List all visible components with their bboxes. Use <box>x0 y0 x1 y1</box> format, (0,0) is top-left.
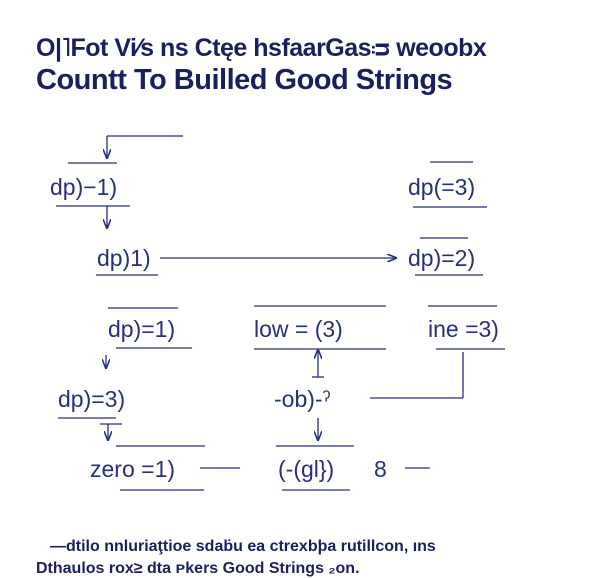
node-dp-eq-2: dp)=2) <box>408 245 476 271</box>
node-dp-eq-3: dp)=3) <box>58 386 126 412</box>
node-eight: 8 <box>374 456 387 482</box>
page-title: Countt To Builled Good Strings <box>36 64 453 96</box>
node-ine: ine =3) <box>428 316 499 342</box>
node-ob: -ob)-ˀ <box>274 386 331 412</box>
node-gl: (-(gl}) <box>278 456 335 482</box>
node-dp-minus-1: dp)−1) <box>50 174 118 200</box>
node-dp-eq-1: dp)=1) <box>108 316 176 342</box>
node-zero: zero =1) <box>90 456 176 482</box>
caption-line-2: Dthaulos rox≥ dta ᴘkers Good Strings ₂on. <box>36 560 360 577</box>
node-dp-1: dp)1) <box>97 245 151 271</box>
title-line-1: O|˥Fot Vi⁄s ns Ctęe hsfaarGasᴞ weoobx <box>36 34 487 62</box>
caption-line-1: —dtilo nnluriaţtioe sdaḃu ea ctrexbþa rutillcon, ıns <box>50 538 436 555</box>
node-low: low = (3) <box>254 316 343 342</box>
node-dp-eq-3-top: dp(=3) <box>408 174 476 200</box>
